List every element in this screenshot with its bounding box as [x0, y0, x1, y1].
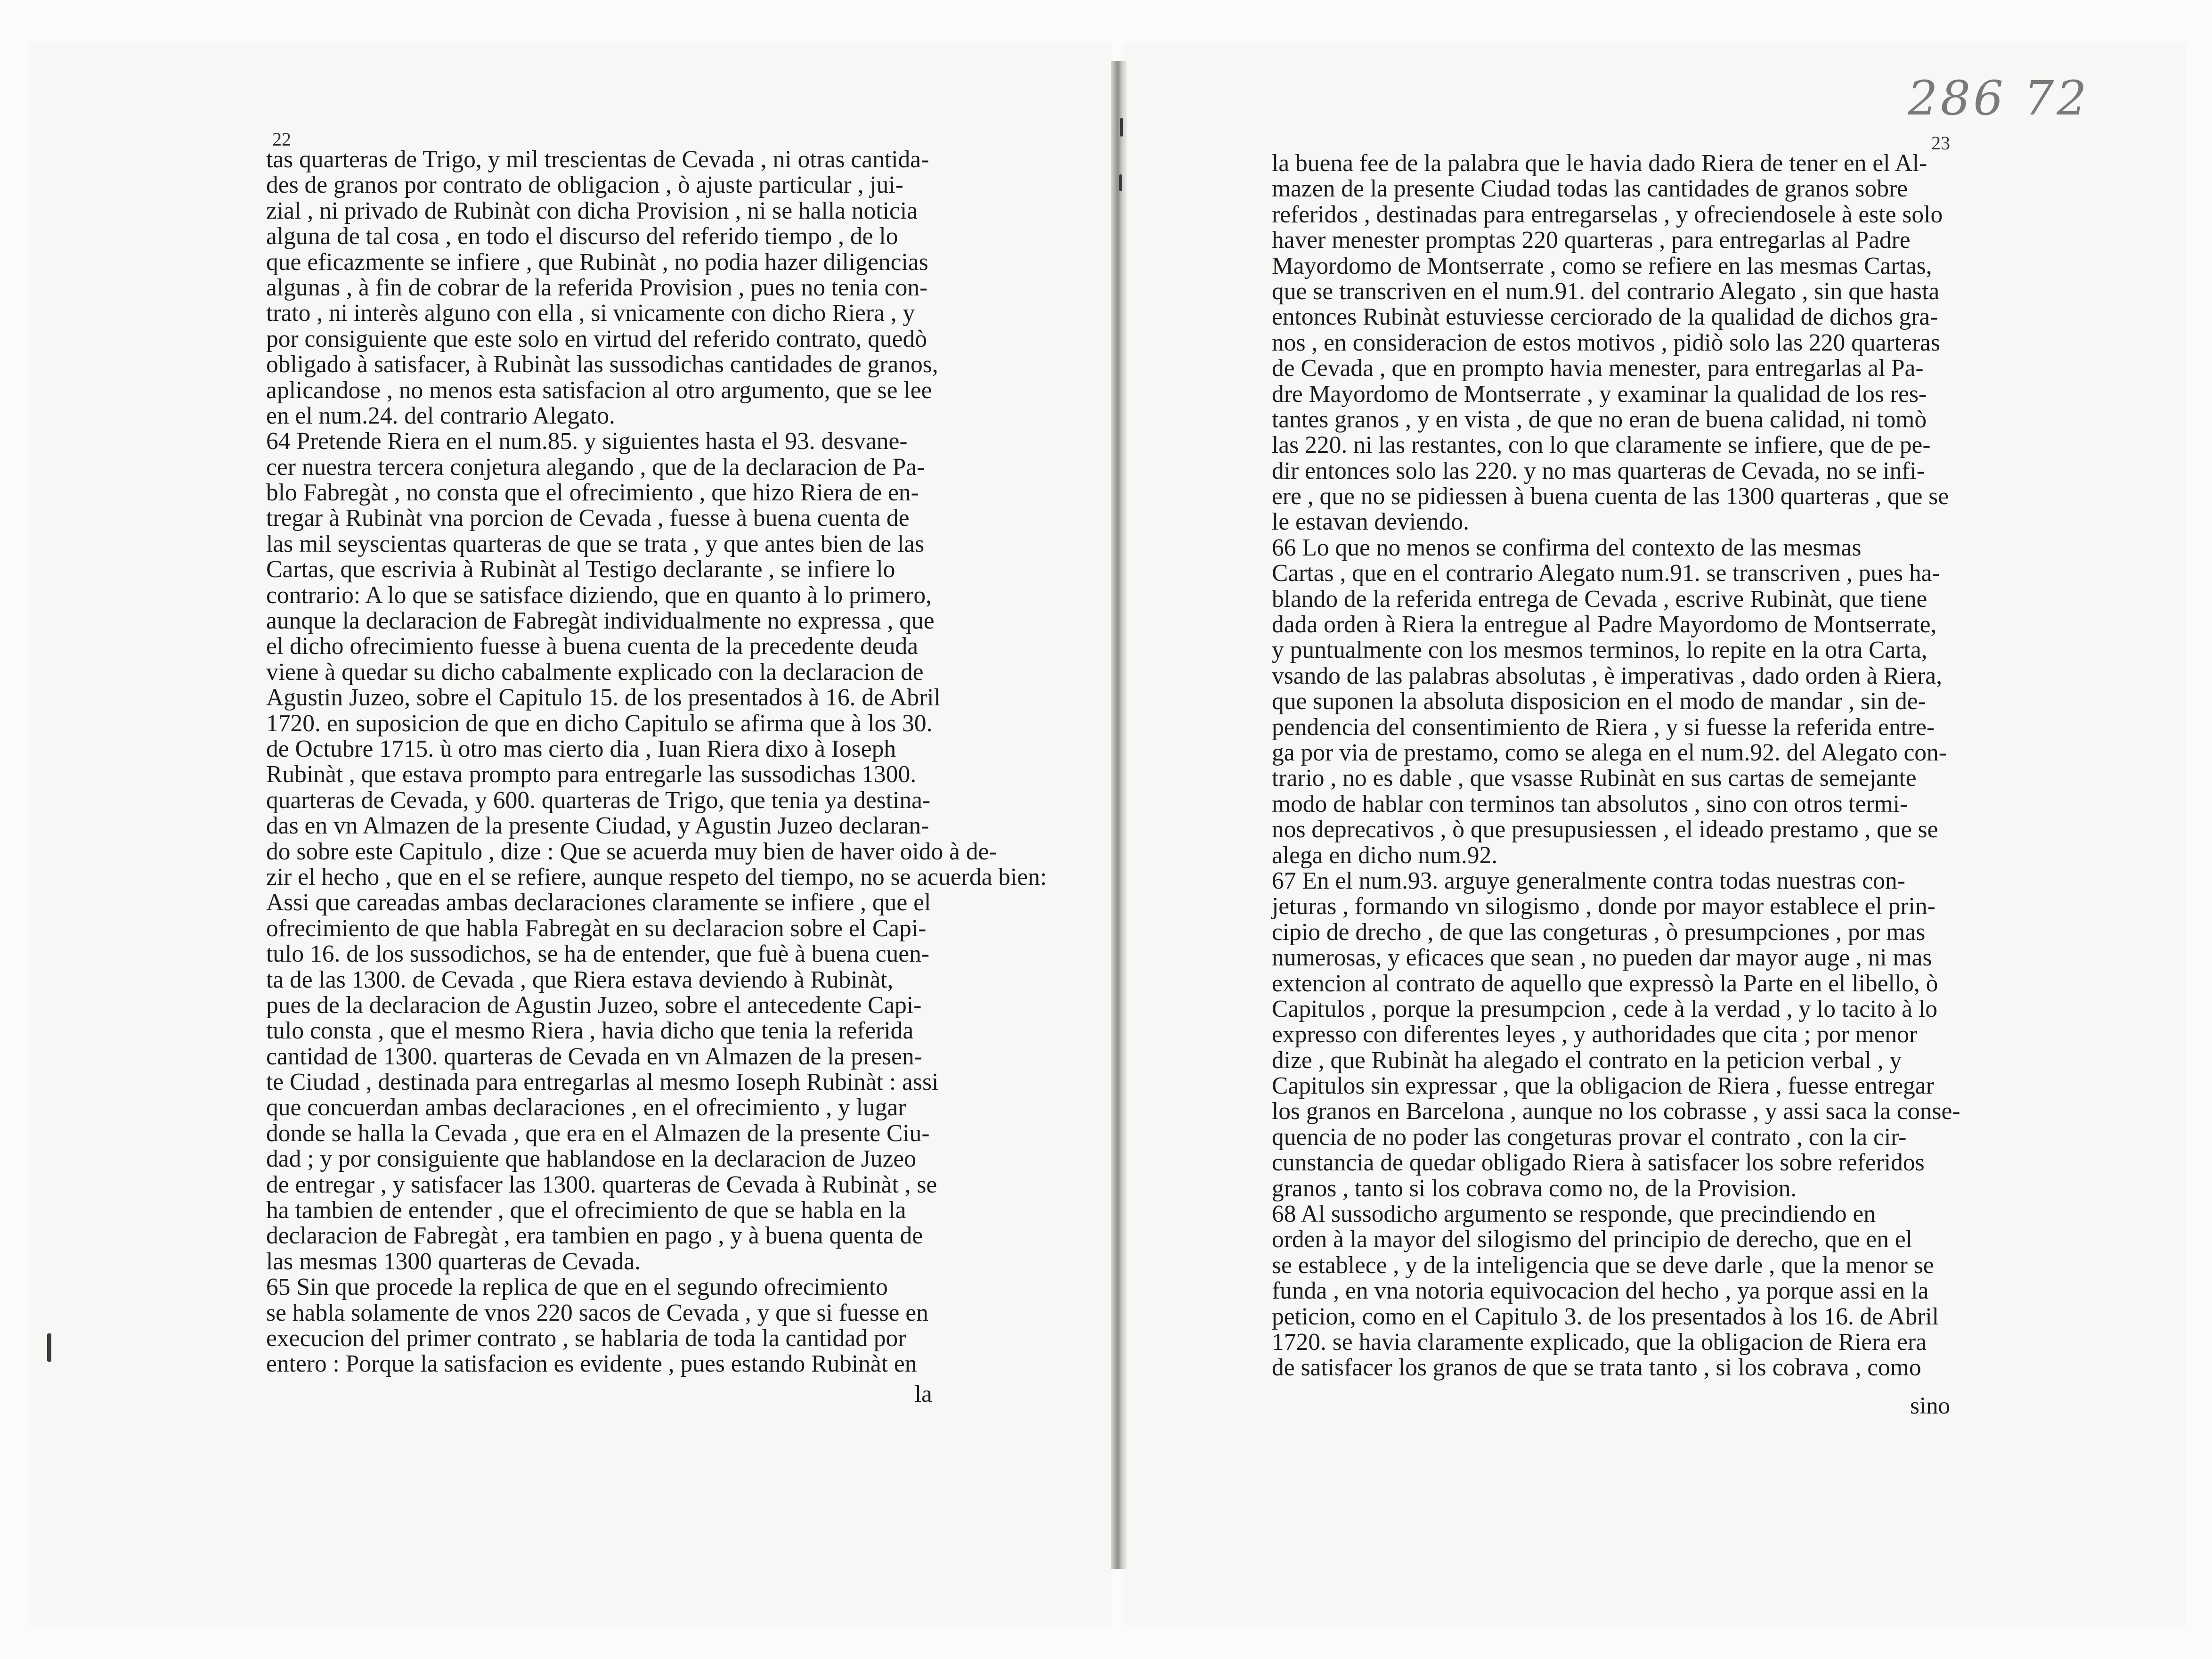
- binding-mark: [1119, 174, 1122, 191]
- text-line: do sobre este Capitulo , dize : Que se acuerda muy bien de haver oido à de-: [266, 838, 997, 865]
- text-line: mazen de la presente Ciudad todas las cantidades de granos sobre: [1272, 175, 1908, 203]
- text-line: zial , ni privado de Rubinàt con dicha Provision , ni se halla noticia: [266, 197, 918, 224]
- binding-mark: [1120, 118, 1123, 137]
- text-line: Capitulos , porque la presumpcion , cede à la verdad , y lo tacito à lo: [1272, 995, 1937, 1022]
- text-line: trato , ni interès alguno con ella , si vnicamente con dicho Riera , y: [266, 300, 915, 327]
- text-line: dize , que Rubinàt ha alegado el contrato en la peticion verbal , y: [1272, 1046, 1902, 1074]
- text-line: entonces Rubinàt estuviesse cerciorado de la qualidad de dichos gra-: [1272, 303, 1938, 331]
- text-line: vsando de las palabras absolutas , è imperativas , dado orden à Riera,: [1272, 662, 1942, 689]
- text-line: dre Mayordomo de Montserrate , y examinar la qualidad de los res-: [1272, 380, 1927, 408]
- text-line: nos , en consideracion de estos motivos , pidiò solo las 220 quarteras: [1272, 329, 1940, 356]
- text-line: viene à quedar su dicho cabalmente explicado con la declaracion de: [266, 658, 924, 686]
- text-line: obligado à satisfacer, à Rubinàt las sussodichas cantidades de granos,: [266, 351, 938, 378]
- text-line: modo de hablar con terminos tan absolutos , sino con otros termi-: [1272, 790, 1908, 817]
- text-line: contrario: A lo que se satisface diziendo, que en quanto à lo primero,: [266, 581, 932, 609]
- text-line: declaracion de Fabregàt , era tambien en pago , y à buena quenta de: [266, 1222, 923, 1250]
- text-line: de Cevada , que en prompto havia menester, para entregarlas al Pa-: [1272, 355, 1924, 382]
- text-line: 68 Al sussodicho argumento se responde, que precindiendo en: [1272, 1201, 1876, 1228]
- text-line: en el num.24. del contrario Alegato.: [266, 402, 615, 429]
- text-line: quencia de no poder las congeturas provar el contrato , con la cir-: [1272, 1123, 1907, 1151]
- text-line: haver menester promptas 220 quarteras , para entregarlas al Padre: [1272, 227, 1911, 254]
- text-line: que eficazmente se infiere , que Rubinàt , no podia hazer diligencias: [266, 248, 928, 276]
- left-page-text: [266, 146, 1047, 1378]
- text-line: 64 Pretende Riera en el num.85. y siguientes hasta el 93. desvane-: [266, 428, 908, 455]
- text-line: donde se halla la Cevada , que era en el Almazen de la presente Ciu-: [266, 1120, 930, 1147]
- text-line: dada orden à Riera la entregue al Padre Mayordomo de Montserrate,: [1272, 611, 1937, 638]
- text-line: el dicho ofrecimiento fuesse à buena cuenta de la precedente deuda: [266, 633, 919, 660]
- text-line: zir el hecho , que en el se refiere, aunque respeto del tiempo, no se acuerda bien:: [266, 863, 1047, 891]
- text-line: dir entonces solo las 220. y no mas quarteras de Cevada, no se infi-: [1272, 457, 1925, 484]
- text-line: alega en dicho num.92.: [1272, 842, 1498, 869]
- text-line: Rubinàt , que estava prompto para entregarle las sussodichas 1300.: [266, 761, 917, 788]
- text-line: ta de las 1300. de Cevada , que Riera estava deviendo à Rubinàt,: [266, 966, 894, 993]
- text-line: ga por via de prestamo, como se alega en el num.92. del Alegato con-: [1272, 739, 1947, 766]
- text-line: cunstancia de quedar obligado Riera à satisfacer los sobre referidos: [1272, 1149, 1925, 1177]
- binding-clip: [47, 1333, 51, 1362]
- text-line: blo Fabregàt , no consta que el ofrecimiento , que hizo Riera de en-: [266, 479, 919, 507]
- text-line: execucion del primer contrato , se hablaria de toda la cantidad por: [266, 1324, 906, 1352]
- text-line: tantes granos , y en vista , de que no eran de buena calidad, ni tomò: [1272, 406, 1927, 433]
- text-line: las 220. ni las restantes, con lo que claramente se infiere, que de pe-: [1272, 432, 1931, 459]
- text-line: Agustin Juzeo, sobre el Capitulo 15. de los presentados à 16. de Abril: [266, 684, 941, 711]
- text-line: funda , en vna notoria equivocacion del hecho , ya porque assi en la: [1272, 1277, 1929, 1305]
- text-line: que suponen la absoluta disposicion en el modo de mandar , sin de-: [1272, 688, 1926, 715]
- right-page-number: 23: [1931, 132, 1950, 154]
- text-line: las mil seyscientas quarteras de que se trata , y que antes bien de las: [266, 530, 925, 557]
- left-page-number: 22: [272, 129, 291, 150]
- text-line: 67 En el num.93. arguye generalmente contra todas nuestras con-: [1272, 867, 1905, 894]
- text-line: granos , tanto si los cobrava como no, de la Provision.: [1272, 1175, 1797, 1202]
- folio-annotation: 286 72: [1908, 71, 2090, 126]
- text-line: las mesmas 1300 quarteras de Cevada.: [266, 1248, 641, 1275]
- text-line: peticion, como en el Capitulo 3. de los presentados à los 16. de Abril: [1272, 1303, 1939, 1330]
- text-line: te Ciudad , destinada para entregarlas al mesmo Ioseph Rubinàt : assi: [266, 1069, 939, 1096]
- text-line: ha tambien de entender , que el ofrecimiento de que se habla en la: [266, 1197, 906, 1224]
- text-line: extencion al contrato de aquello que expressò la Parte en el libello, ò: [1272, 970, 1938, 997]
- text-line: alguna de tal cosa , en todo el discurso del referido tiempo , de lo: [266, 223, 898, 250]
- left-catchword: la: [915, 1381, 932, 1407]
- text-line: entero : Porque la satisfacion es evidente , pues estando Rubinàt en: [266, 1350, 917, 1378]
- text-line: de Octubre 1715. ù otro mas cierto dia , Iuan Riera dixo à Ioseph: [266, 735, 896, 762]
- text-line: tulo consta , que el mesmo Riera , havia dicho que tenia la referida: [266, 1017, 914, 1045]
- text-line: 65 Sin que procede la replica de que en el segundo ofrecimiento: [266, 1274, 888, 1301]
- text-line: cipio de drecho , de que las congeturas , ò presumpciones , por mas: [1272, 918, 1926, 946]
- book-gutter: [1111, 61, 1127, 1569]
- text-line: tregar à Rubinàt vna porcion de Cevada , fuesse à buena cuenta de: [266, 505, 910, 532]
- text-line: orden à la mayor del silogismo del principio de derecho, que en el: [1272, 1226, 1913, 1253]
- text-line: se habla solamente de vnos 220 sacos de Cevada , y que si fuesse en: [266, 1299, 928, 1326]
- right-page-text: [1272, 151, 1974, 1381]
- text-line: Capitulos sin expressar , que la obligacion de Riera , fuesse entregar: [1272, 1072, 1934, 1100]
- text-line: Cartas, que escrivia à Rubinàt al Testigo declarante , se infiere lo: [266, 556, 895, 583]
- text-line: des de granos por contrato de obligacion , ò ajuste particular , jui-: [266, 172, 903, 199]
- text-line: que se transcriven en el num.91. del contrario Alegato , sin que hasta: [1272, 278, 1940, 305]
- text-line: ofrecimiento de que habla Fabregàt en su declaracion sobre el Capi-: [266, 915, 927, 942]
- text-line: tulo 16. de los sussodichos, se ha de entender, que fuè à buena cuen-: [266, 940, 930, 968]
- text-line: pendencia del consentimiento de Riera , y si fuesse la referida entre-: [1272, 713, 1935, 741]
- text-line: 1720. se havia claramente explicado, que la obligacion de Riera era: [1272, 1328, 1927, 1356]
- text-line: expresso con diferentes leyes , y authoridades que cita ; por menor: [1272, 1021, 1918, 1048]
- text-line: la buena fee de la palabra que le havia dado Riera de tener en el Al-: [1272, 150, 1927, 177]
- right-catchword: sino: [1910, 1393, 1951, 1419]
- text-line: Mayordomo de Montserrate , como se refiere en las mesmas Cartas,: [1272, 252, 1932, 279]
- text-line: das en vn Almazen de la presente Ciudad, y Agustin Juzeo declaran-: [266, 812, 929, 840]
- text-line: nos deprecativos , ò que presupusiessen , el ideado prestamo , que se: [1272, 816, 1938, 843]
- text-line: aunque la declaracion de Fabregàt individualmente no expressa , que: [266, 607, 935, 635]
- text-line: de entregar , y satisfacer las 1300. quarteras de Cevada à Rubinàt , se: [266, 1171, 937, 1198]
- text-line: jeturas , formando vn silogismo , donde por mayor establece el prin-: [1272, 893, 1936, 920]
- text-line: y puntualmente con los mesmos terminos, lo repite en la otra Carta,: [1272, 637, 1927, 664]
- text-line: se establece , y de la inteligencia que se deve darle , que la menor se: [1272, 1251, 1934, 1279]
- text-line: le estavan deviendo.: [1272, 508, 1469, 536]
- text-line: que concuerdan ambas declaraciones , en el ofrecimiento , y lugar: [266, 1094, 906, 1121]
- text-line: quarteras de Cevada, y 600. quarteras de Trigo, que tenia ya destina-: [266, 786, 931, 814]
- text-line: de satisfacer los granos de que se trata tanto , si los cobrava , como: [1272, 1354, 1921, 1381]
- text-line: aplicandose , no menos esta satisfacion al otro argumento, que se lee: [266, 376, 932, 404]
- text-line: 1720. en suposicion de que en dicho Capitulo se afirma que à los 30.: [266, 710, 933, 737]
- text-line: blando de la referida entrega de Cevada , escrive Rubinàt, que tiene: [1272, 585, 1927, 613]
- text-line: por consiguiente que este solo en virtud del referido contrato, quedò: [266, 325, 927, 352]
- text-line: pues de la declaracion de Agustin Juzeo, sobre el antecedente Capi-: [266, 991, 922, 1019]
- text-line: dad ; y por consiguiente que hablandose en la declaracion de Juzeo: [266, 1145, 916, 1173]
- text-line: 66 Lo que no menos se confirma del contexto de las mesmas: [1272, 534, 1862, 561]
- text-line: tas quarteras de Trigo, y mil trescientas de Cevada , ni otras cantida-: [266, 146, 929, 173]
- text-line: numerosas, y eficaces que sean , no pueden dar mayor auge , ni mas: [1272, 944, 1932, 972]
- text-line: algunas , à fin de cobrar de la referida Provision , pues no tenia con-: [266, 274, 928, 301]
- text-line: Cartas , que en el contrario Alegato num.91. se transcriven , pues ha-: [1272, 560, 1940, 587]
- text-line: los granos en Barcelona , aunque no los cobrasse , y assi saca la conse-: [1272, 1098, 1960, 1125]
- text-line: trario , no es dable , que vsasse Rubinàt en sus cartas de semejante: [1272, 765, 1917, 792]
- text-line: cer nuestra tercera conjetura alegando , que de la declaracion de Pa-: [266, 453, 925, 481]
- text-line: Assi que careadas ambas declaraciones claramente se infiere , que el: [266, 889, 931, 916]
- text-line: referidos , destinadas para entregarselas , y ofreciendosele à este solo: [1272, 201, 1943, 228]
- text-line: ere , que no se pidiessen à buena cuenta de las 1300 quarteras , que se: [1272, 483, 1949, 510]
- text-line: cantidad de 1300. quarteras de Cevada en vn Almazen de la presen-: [266, 1043, 922, 1070]
